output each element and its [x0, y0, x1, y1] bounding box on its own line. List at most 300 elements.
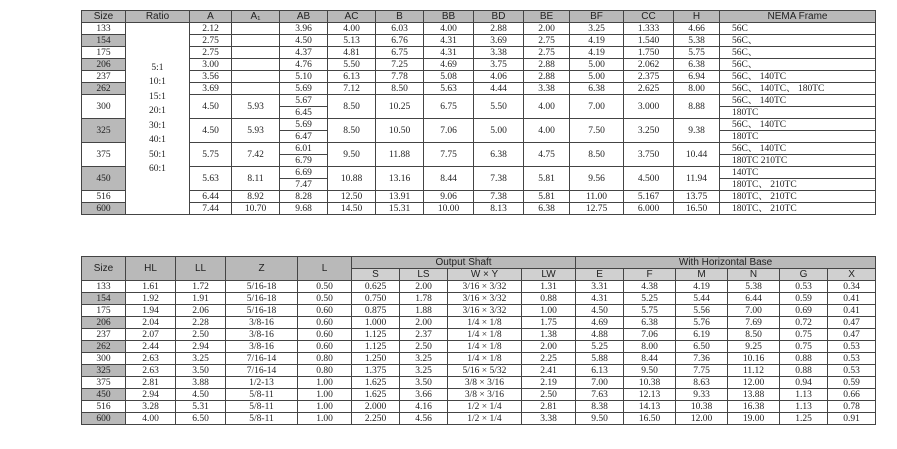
table-cell: 1.00	[298, 401, 352, 413]
table-cell: 0.75	[780, 329, 828, 341]
nema-frame-cell: 180TC、 210TC	[720, 191, 876, 203]
nema-frame-cell: 56C、 140TC	[720, 143, 876, 155]
size-cell: 262	[82, 83, 126, 95]
table-cell: 4.00	[126, 413, 176, 425]
table-cell: 5.08	[424, 71, 474, 83]
size-cell: 237	[82, 329, 126, 341]
ratio-value: 20:1	[149, 106, 166, 116]
table-cell: 0.72	[780, 317, 828, 329]
table-cell: 3.50	[400, 377, 448, 389]
table-row	[82, 119, 876, 131]
table-cell: 5.76	[676, 317, 728, 329]
table-cell: 1.125	[352, 341, 400, 353]
table-cell: 3.38	[522, 413, 576, 425]
table-cell: 1.625	[352, 389, 400, 401]
table-cell: 8.63	[676, 377, 728, 389]
table-cell	[232, 83, 280, 95]
table-cell: 0.53	[828, 365, 876, 377]
table-cell: 8.88	[674, 95, 720, 119]
table-cell: 9.50	[576, 413, 624, 425]
table-cell: 4.75	[524, 143, 570, 167]
table-header-row	[82, 11, 876, 23]
table-cell: 1.333	[624, 23, 674, 35]
size-cell: 325	[82, 119, 126, 143]
size-cell: 516	[82, 191, 126, 203]
table-cell: 6.13	[328, 71, 376, 83]
table-cell: 1/4 × 1/8	[448, 329, 522, 341]
table-cell: 0.34	[828, 281, 876, 293]
table-header-row	[82, 257, 876, 269]
nema-frame-cell: 56C、 140TC	[720, 71, 876, 83]
table-cell: 0.91	[828, 413, 876, 425]
column-header: AC	[328, 11, 376, 23]
table-cell: 7.36	[676, 353, 728, 365]
size-cell: 600	[82, 203, 126, 215]
table-cell: 8.38	[576, 401, 624, 413]
table-cell: 2.250	[352, 413, 400, 425]
table-cell: 12.13	[624, 389, 676, 401]
column-header: LW	[522, 269, 576, 281]
column-header: X	[828, 269, 876, 281]
table-cell: 4.31	[576, 293, 624, 305]
column-header: W × Y	[448, 269, 522, 281]
table-cell: 0.69	[780, 305, 828, 317]
table-cell: 16.50	[624, 413, 676, 425]
table-cell: 2.12	[190, 23, 232, 35]
table-cell: 3/16 × 3/32	[448, 293, 522, 305]
table-cell: 5.56	[676, 305, 728, 317]
table-cell: 2.000	[352, 401, 400, 413]
table-cell: 5.31	[176, 401, 226, 413]
table-cell: 10.16	[728, 353, 780, 365]
table-cell: 13.75	[674, 191, 720, 203]
table-cell: 5.63	[424, 83, 474, 95]
table-cell: 2.06	[176, 305, 226, 317]
column-header: Z	[226, 257, 298, 281]
table-cell: 7.06	[424, 119, 474, 143]
table-cell: 4.44	[474, 83, 524, 95]
table-cell: 4.56	[400, 413, 448, 425]
size-cell: 206	[82, 59, 126, 71]
table-cell: 13.16	[376, 167, 424, 191]
table-row	[82, 95, 876, 107]
table-cell: 1.88	[400, 305, 448, 317]
column-header: F	[624, 269, 676, 281]
table-cell: 2.88	[474, 23, 524, 35]
column-header: N	[728, 269, 780, 281]
table-cell: 1.75	[522, 317, 576, 329]
table-cell: 7.00	[728, 305, 780, 317]
table-cell: 4.00	[328, 23, 376, 35]
table-cell: 4.31	[424, 47, 474, 59]
table-cell: 10.00	[424, 203, 474, 215]
table-cell: 4.19	[676, 281, 728, 293]
table-cell: 6.50	[176, 413, 226, 425]
nema-frame-cell: 56C、 140TC	[720, 95, 876, 107]
table-cell: 3.96	[280, 23, 328, 35]
table-cell: 5.93	[232, 119, 280, 143]
table-cell: 14.50	[328, 203, 376, 215]
table-cell: 0.47	[828, 329, 876, 341]
table-cell: 4.500	[624, 167, 674, 191]
table-cell: 10.25	[376, 95, 424, 119]
table-cell: 8.50	[728, 329, 780, 341]
column-header: S	[352, 269, 400, 281]
table-cell	[232, 47, 280, 59]
table-cell: 2.81	[522, 401, 576, 413]
table-cell: 8.50	[328, 95, 376, 119]
table-cell: 7/16-14	[226, 365, 298, 377]
table-cell: 4.50	[280, 35, 328, 47]
table-cell: 3.28	[126, 401, 176, 413]
table-cell: 5/16-18	[226, 293, 298, 305]
table-cell: 4.31	[424, 35, 474, 47]
table-cell: 2.75	[524, 47, 570, 59]
nema-frame-cell: 56C、	[720, 35, 876, 47]
table-cell: 2.63	[126, 353, 176, 365]
table-cell: 5/8-11	[226, 389, 298, 401]
table-cell: 1.78	[400, 293, 448, 305]
table-row	[82, 203, 876, 215]
table-cell: 0.66	[828, 389, 876, 401]
table-row	[82, 389, 876, 401]
size-cell: 450	[82, 389, 126, 401]
table-cell: 4.69	[424, 59, 474, 71]
table-cell: 0.80	[298, 353, 352, 365]
table-cell: 0.60	[298, 317, 352, 329]
table-cell: 6.44	[728, 293, 780, 305]
table-cell: 2.062	[624, 59, 674, 71]
nema-frame-cell: 56C、	[720, 47, 876, 59]
table-cell: 3/8-16	[226, 341, 298, 353]
table-cell: 0.53	[828, 341, 876, 353]
table-cell: 1.250	[352, 353, 400, 365]
table-cell: 7/16-14	[226, 353, 298, 365]
table-row	[82, 47, 876, 59]
table-cell: 6.45	[280, 107, 328, 119]
size-cell: 262	[82, 341, 126, 353]
table-cell: 2.00	[524, 23, 570, 35]
table-cell: 1/2 × 1/4	[448, 401, 522, 413]
table-row	[82, 329, 876, 341]
column-header: BE	[524, 11, 570, 23]
table-cell: 3.66	[400, 389, 448, 401]
table-cell: 7.38	[474, 191, 524, 203]
table-cell: 6.38	[624, 317, 676, 329]
table-cell: 9.06	[424, 191, 474, 203]
table-cell: 0.75	[780, 341, 828, 353]
table-cell: 5.25	[576, 341, 624, 353]
table-cell: 7.00	[570, 95, 624, 119]
table-cell: 5.93	[232, 95, 280, 119]
table-cell: 1.72	[176, 281, 226, 293]
table-cell: 4.06	[474, 71, 524, 83]
column-header: Size	[82, 257, 126, 281]
table-cell: 8.50	[328, 119, 376, 143]
table-cell: 10.38	[624, 377, 676, 389]
nema-frame-cell: 180TC、 210TC	[720, 179, 876, 191]
table-cell: 3.69	[190, 83, 232, 95]
column-header: LL	[176, 257, 226, 281]
table-cell: 12.00	[676, 413, 728, 425]
table-cell: 1.13	[780, 401, 828, 413]
table-row	[82, 377, 876, 389]
table-cell: 5.167	[624, 191, 674, 203]
table-cell: 6.79	[280, 155, 328, 167]
table-cell: 6.38	[674, 59, 720, 71]
table-cell: 7.78	[376, 71, 424, 83]
nema-frame-cell: 56C、 140TC、 180TC	[720, 83, 876, 95]
output-shaft-group-header: Output Shaft	[352, 257, 576, 269]
column-header: B	[376, 11, 424, 23]
table-cell: 8.92	[232, 191, 280, 203]
table-cell: 1.625	[352, 377, 400, 389]
table-cell: 7.44	[190, 203, 232, 215]
table-cell: 5.00	[474, 119, 524, 143]
table-cell: 1.000	[352, 317, 400, 329]
table-cell: 6.000	[624, 203, 674, 215]
table-cell: 1.92	[126, 293, 176, 305]
table-cell	[232, 35, 280, 47]
table-cell: 1/4 × 1/8	[448, 317, 522, 329]
table-cell: 0.59	[828, 377, 876, 389]
table-cell: 3/8 × 3/16	[448, 377, 522, 389]
table-cell: 5.81	[524, 167, 570, 191]
table-cell: 10.88	[328, 167, 376, 191]
size-cell: 375	[82, 377, 126, 389]
table-cell: 6.94	[674, 71, 720, 83]
table-cell: 5.69	[280, 119, 328, 131]
table-cell: 5.13	[328, 35, 376, 47]
column-header: E	[576, 269, 624, 281]
size-cell: 300	[82, 95, 126, 119]
table-cell: 2.63	[126, 365, 176, 377]
column-header: BF	[570, 11, 624, 23]
table-cell: 0.88	[522, 293, 576, 305]
table-cell: 3/16 × 3/32	[448, 281, 522, 293]
table-cell: 4.66	[674, 23, 720, 35]
table-cell: 6.13	[576, 365, 624, 377]
table-cell: 3.25	[400, 353, 448, 365]
table-cell: 4.81	[328, 47, 376, 59]
table-cell: 3/8 × 3/16	[448, 389, 522, 401]
table-cell: 6.44	[190, 191, 232, 203]
table-cell: 4.50	[176, 389, 226, 401]
table-row	[82, 191, 876, 203]
table-cell: 0.88	[780, 365, 828, 377]
column-header: L	[298, 257, 352, 281]
table-cell: 3.38	[474, 47, 524, 59]
table-cell: 8.11	[232, 167, 280, 191]
column-header: LS	[400, 269, 448, 281]
table-cell: 4.00	[424, 23, 474, 35]
table-cell: 5/16-18	[226, 305, 298, 317]
table-cell: 3.250	[624, 119, 674, 143]
table-cell: 4.50	[576, 305, 624, 317]
table-cell: 2.94	[176, 341, 226, 353]
table-cell: 6.76	[376, 35, 424, 47]
table-cell: 0.50	[298, 293, 352, 305]
table-cell: 4.16	[400, 401, 448, 413]
table-cell: 5.81	[524, 191, 570, 203]
table-cell: 12.50	[328, 191, 376, 203]
horizontal-base-group-header: With Horizontal Base	[576, 257, 876, 269]
table-cell: 1.94	[126, 305, 176, 317]
table-cell: 0.53	[780, 281, 828, 293]
table-cell: 6.38	[524, 203, 570, 215]
size-cell: 175	[82, 305, 126, 317]
nema-frame-cell: 56C、 140TC	[720, 119, 876, 131]
table-cell: 1/4 × 1/8	[448, 353, 522, 365]
table-cell: 6.38	[474, 143, 524, 167]
table-row	[82, 143, 876, 155]
column-header: Size	[82, 11, 126, 23]
nema-frame-cell: 180TC	[720, 131, 876, 143]
table-cell: 3.25	[176, 353, 226, 365]
table-cell: 2.07	[126, 329, 176, 341]
size-cell: 133	[82, 23, 126, 35]
table-cell: 2.37	[400, 329, 448, 341]
table-row	[82, 23, 876, 35]
table-cell: 10.70	[232, 203, 280, 215]
table-cell: 2.50	[522, 389, 576, 401]
table-cell: 8.00	[674, 83, 720, 95]
table-cell: 2.50	[400, 341, 448, 353]
nema-frame-cell: 56C	[720, 23, 876, 35]
column-header: AB	[280, 11, 328, 23]
table-cell: 7.75	[676, 365, 728, 377]
table-cell: 11.12	[728, 365, 780, 377]
table-cell: 0.60	[298, 305, 352, 317]
table-cell: 5.00	[570, 59, 624, 71]
table-cell: 5.50	[328, 59, 376, 71]
table-cell: 5.10	[280, 71, 328, 83]
table-cell: 9.50	[624, 365, 676, 377]
table-cell: 2.88	[524, 59, 570, 71]
table-cell: 4.76	[280, 59, 328, 71]
table-cell: 5.67	[280, 95, 328, 107]
table-cell: 3.31	[576, 281, 624, 293]
table-cell: 8.50	[570, 143, 624, 167]
table-cell: 0.59	[780, 293, 828, 305]
table-row	[82, 71, 876, 83]
table-cell: 1.00	[522, 305, 576, 317]
table-cell: 2.28	[176, 317, 226, 329]
table-cell: 0.94	[780, 377, 828, 389]
column-header: BD	[474, 11, 524, 23]
table-cell: 0.625	[352, 281, 400, 293]
ratio-value: 10:1	[149, 77, 166, 87]
table-row	[82, 293, 876, 305]
table-cell: 3.88	[176, 377, 226, 389]
table-cell: 16.50	[674, 203, 720, 215]
column-header: A₁	[232, 11, 280, 23]
table-cell: 8.44	[624, 353, 676, 365]
table-cell	[232, 23, 280, 35]
column-header: Ratio	[126, 11, 190, 23]
size-cell: 600	[82, 413, 126, 425]
ratio-value: 50:1	[149, 149, 166, 160]
table-row	[82, 59, 876, 71]
table-cell: 5.50	[474, 95, 524, 119]
table-cell: 5/8-11	[226, 413, 298, 425]
table-cell: 3.50	[176, 365, 226, 377]
table-cell: 6.38	[570, 83, 624, 95]
table-cell: 3/16 × 3/32	[448, 305, 522, 317]
table-row	[82, 401, 876, 413]
table-cell: 1.750	[624, 47, 674, 59]
table-cell: 5.00	[570, 71, 624, 83]
table-cell: 8.00	[624, 341, 676, 353]
table-row	[82, 317, 876, 329]
table-cell: 2.375	[624, 71, 674, 83]
table-cell: 3.750	[624, 143, 674, 167]
table-cell: 4.69	[576, 317, 624, 329]
table-cell: 6.50	[676, 341, 728, 353]
dimension-table-1	[81, 10, 876, 215]
table-row	[82, 353, 876, 365]
table-cell: 3.56	[190, 71, 232, 83]
table-cell: 4.00	[524, 119, 570, 143]
size-cell: 375	[82, 143, 126, 167]
table-cell: 2.94	[126, 389, 176, 401]
table-cell: 8.44	[424, 167, 474, 191]
size-cell: 154	[82, 35, 126, 47]
table-cell: 8.28	[280, 191, 328, 203]
table-cell: 0.88	[780, 353, 828, 365]
table-cell: 0.50	[298, 281, 352, 293]
column-header: BB	[424, 11, 474, 23]
table-cell: 13.91	[376, 191, 424, 203]
table-cell: 1.375	[352, 365, 400, 377]
table-cell: 2.25	[522, 353, 576, 365]
size-cell: 450	[82, 167, 126, 191]
table-cell: 6.19	[676, 329, 728, 341]
table-cell: 10.38	[676, 401, 728, 413]
column-header: NEMA Frame	[720, 11, 876, 23]
nema-frame-cell: 180TC 210TC	[720, 155, 876, 167]
table-cell: 2.75	[190, 35, 232, 47]
table-cell: 19.00	[728, 413, 780, 425]
table-cell: 4.50	[190, 95, 232, 119]
table-cell: 9.56	[570, 167, 624, 191]
table-cell: 1.13	[780, 389, 828, 401]
table-cell: 6.03	[376, 23, 424, 35]
table-cell: 1.00	[298, 377, 352, 389]
table-cell: 11.88	[376, 143, 424, 167]
table-cell: 0.60	[298, 329, 352, 341]
table-cell: 3/8-16	[226, 329, 298, 341]
table-cell: 0.60	[298, 341, 352, 353]
table-cell: 4.88	[576, 329, 624, 341]
table-cell: 1.91	[176, 293, 226, 305]
table-cell: 2.19	[522, 377, 576, 389]
nema-frame-cell: 56C、	[720, 59, 876, 71]
table-cell: 7.75	[424, 143, 474, 167]
table-cell: 3.75	[474, 59, 524, 71]
table-cell: 0.47	[828, 317, 876, 329]
table-cell: 9.38	[674, 119, 720, 143]
table-cell: 3.69	[474, 35, 524, 47]
table-cell: 5.38	[728, 281, 780, 293]
table-cell: 10.50	[376, 119, 424, 143]
nema-frame-cell: 140TC	[720, 167, 876, 179]
table-cell: 4.19	[570, 47, 624, 59]
column-header: HL	[126, 257, 176, 281]
table-cell: 7.00	[576, 377, 624, 389]
table-cell: 15.31	[376, 203, 424, 215]
table-cell: 2.75	[190, 47, 232, 59]
